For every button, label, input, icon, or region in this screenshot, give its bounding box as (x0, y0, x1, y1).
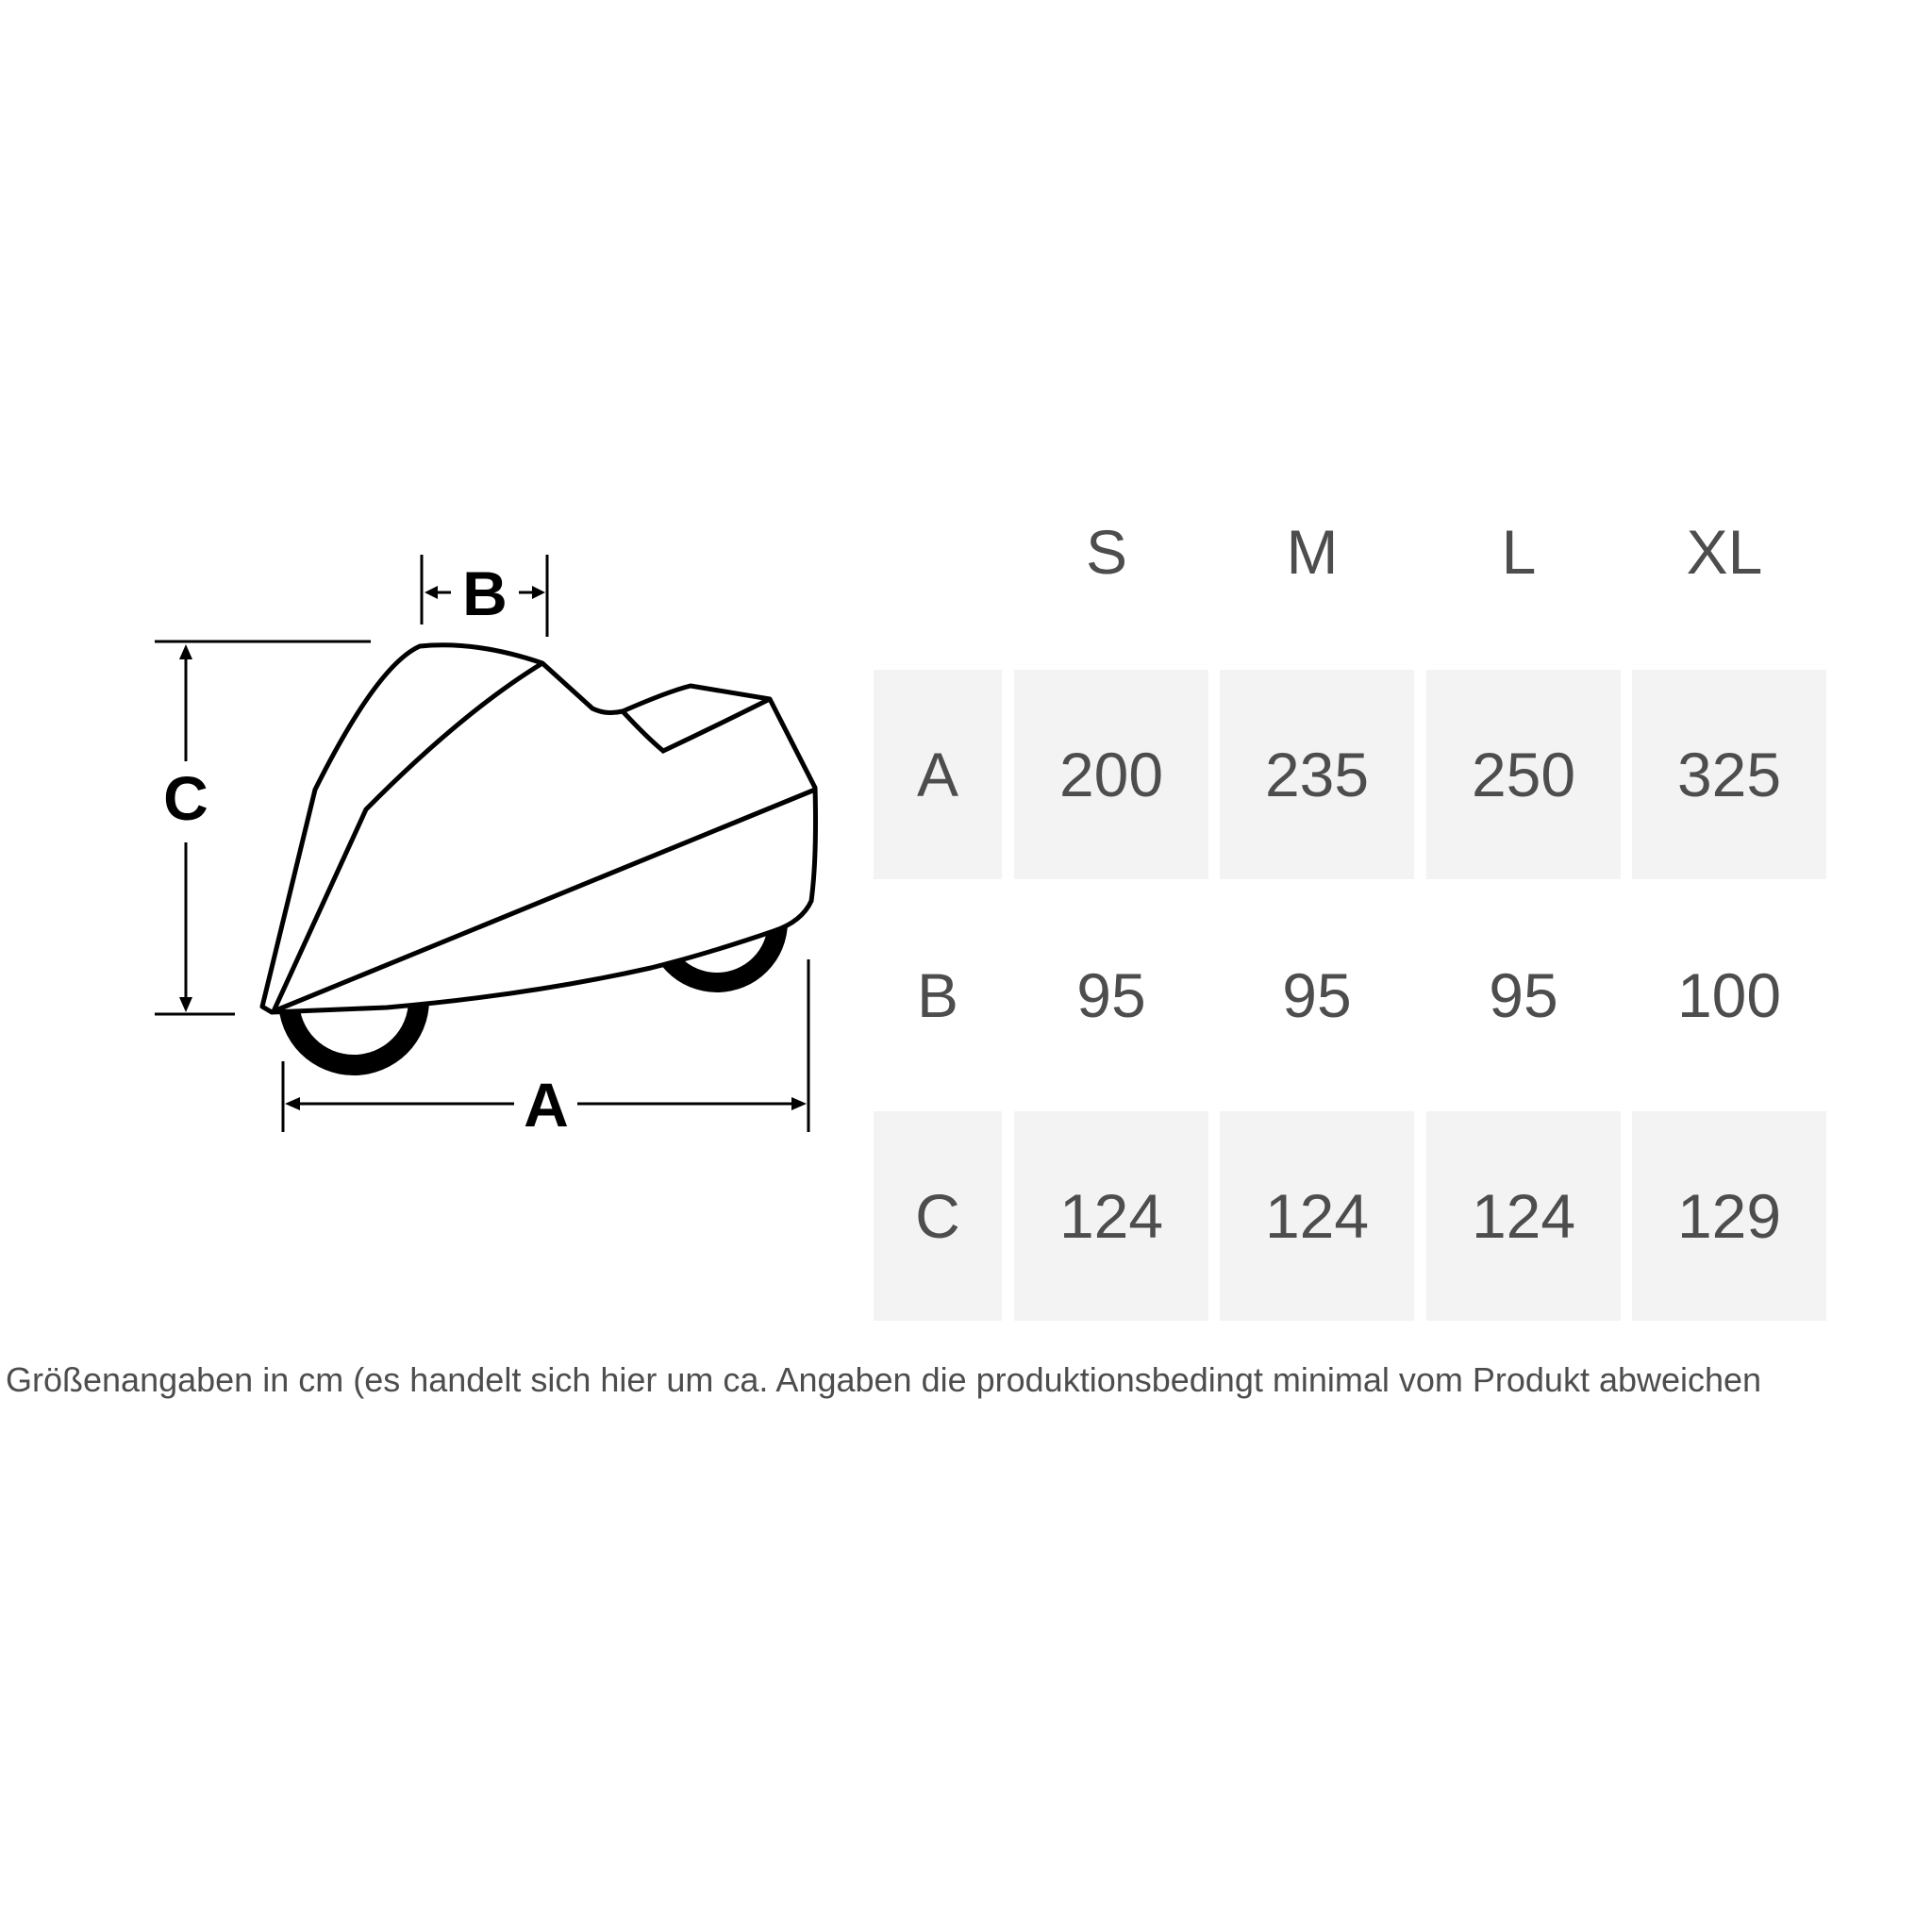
dimension-c-label: C (163, 763, 208, 833)
table-cell: 124 (1014, 1111, 1208, 1321)
table-cell: 325 (1632, 670, 1826, 879)
row-label-a: A (874, 670, 1002, 879)
table-cell: 100 (1676, 960, 1782, 1030)
table-cell: 95 (1076, 960, 1146, 1030)
size-footnote: Größenangaben in cm (es handelt sich hier um ca. Angaben die produktionsbedingt minimal vom Produkt abweichen (6, 1360, 1762, 1399)
table-cell: 129 (1632, 1111, 1826, 1321)
table-cell: 124 (1220, 1111, 1414, 1321)
table-cell: 124 (1426, 1111, 1621, 1321)
dimension-b-label: B (462, 558, 508, 628)
column-header-xl: XL (1686, 517, 1763, 587)
table-cell: 95 (1489, 960, 1558, 1030)
column-header-l: L (1501, 517, 1537, 587)
row-label-c: C (874, 1111, 1002, 1321)
table-cell: 200 (1014, 670, 1208, 879)
motorcycle-cover-diagram (142, 542, 840, 1146)
dimension-b (422, 555, 547, 637)
column-header-m: M (1286, 517, 1339, 587)
row-label-b: B (916, 960, 959, 1030)
column-header-s: S (1085, 517, 1128, 587)
size-table (870, 509, 1828, 1321)
table-cell: 235 (1220, 670, 1414, 879)
table-cell: 250 (1426, 670, 1621, 879)
dimension-a-label: A (524, 1070, 569, 1140)
table-cell: 95 (1282, 960, 1352, 1030)
